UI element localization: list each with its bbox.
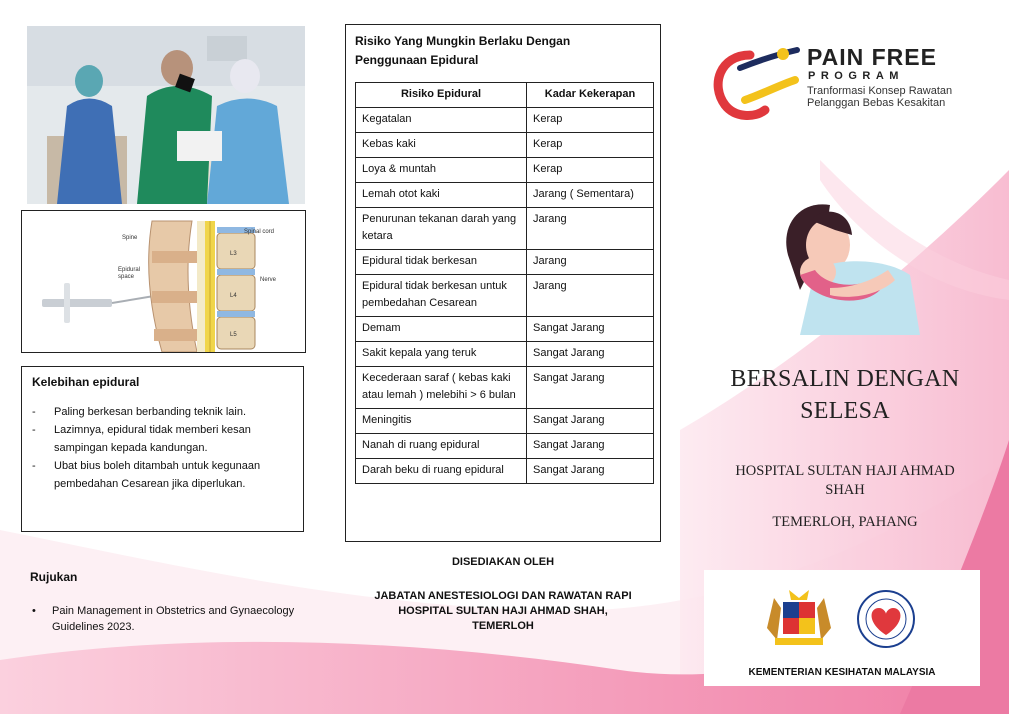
table-row (356, 250, 654, 275)
list-item: • Pain Management in Obstetrics and Gynaecology Guidelines 2023. (30, 603, 300, 635)
frequency-cell: Sangat Jarang (527, 367, 654, 409)
prepared-by-label: DISEDIAKAN OLEH (451, 556, 555, 568)
table-row (356, 275, 654, 317)
references-list (30, 603, 300, 635)
table-header-row (356, 83, 654, 108)
advantages-title: Kelebihan epidural (32, 375, 140, 389)
table-row (356, 208, 654, 250)
risk-cell: Penurunan tekanan darah yang ketara (356, 208, 527, 250)
column-header: Kadar Kekerapan (527, 83, 654, 108)
malaysia-coat-of-arms-icon (759, 588, 839, 648)
anatomy-label-l5: L5 (230, 332, 237, 338)
frequency-cell: Jarang ( Sementara) (527, 183, 654, 208)
table-row (356, 367, 654, 409)
anatomy-label-l3: L3 (230, 251, 237, 257)
logo-title: PAIN FREE (807, 44, 937, 70)
frequency-cell: Kerap (527, 133, 654, 158)
delivery-room-photo (27, 26, 305, 204)
table-row (356, 158, 654, 183)
frequency-cell: Kerap (527, 158, 654, 183)
table-row (356, 434, 654, 459)
frequency-cell: Sangat Jarang (527, 317, 654, 342)
cover-title-line: BERSALIN DENGAN (730, 366, 960, 392)
table-row (356, 133, 654, 158)
logo-tagline: Pelanggan Bebas Kesakitan (807, 97, 946, 109)
risk-cell: Kecederaan saraf ( kebas kaki atau lemah ) melebihi > 6 bulan (356, 367, 527, 409)
anatomy-label-spine: Spine (122, 235, 138, 241)
anatomy-label-epidural-space: Epidural space (118, 267, 141, 280)
risk-cell: Nanah di ruang epidural (356, 434, 527, 459)
logo-tagline: Tranformasi Konsep Rawatan (807, 85, 953, 97)
frequency-cell: Sangat Jarang (527, 342, 654, 367)
risk-table (355, 82, 654, 484)
risk-cell: Lemah otot kaki (356, 183, 527, 208)
column-header: Risiko Epidural (356, 83, 527, 108)
department-line: JABATAN ANESTESIOLOGI DAN RAWATAN RAPI (374, 590, 632, 602)
hospital-name-line: SHAH (825, 482, 865, 498)
risk-panel (345, 24, 661, 542)
kkm-seal-icon (847, 590, 925, 648)
cover-title (705, 363, 985, 427)
department-line: TEMERLOH (472, 620, 534, 632)
frequency-cell: Jarang (527, 250, 654, 275)
references-section (30, 570, 300, 635)
risk-cell: Darah beku di ruang epidural (356, 459, 527, 484)
anatomy-label-spinal-cord: Spinal cord (244, 229, 275, 235)
anatomy-label-nerve: Nerve (260, 277, 277, 283)
frequency-cell: Sangat Jarang (527, 459, 654, 484)
risk-cell: Epidural tidak berkesan untuk pembedahan Cesarean (356, 275, 527, 317)
table-row (356, 183, 654, 208)
hospital-name-line: HOSPITAL SULTAN HAJI AHMAD (735, 463, 955, 479)
epidural-anatomy-diagram (21, 210, 306, 353)
cover-title-line: SELESA (800, 398, 890, 424)
frequency-cell: Jarang (527, 208, 654, 250)
frequency-cell: Kerap (527, 108, 654, 133)
risk-cell: Kegatalan (356, 108, 527, 133)
pain-free-swoosh-icon (705, 40, 805, 120)
table-row (356, 108, 654, 133)
table-row (356, 409, 654, 434)
list-item: - Ubat bius boleh ditambah untuk kegunaan pembedahan Cesarean jika diperlukan. (32, 457, 293, 493)
mother-baby-illustration (770, 200, 940, 335)
pain-free-program-logo (705, 40, 965, 120)
risk-cell: Kebas kaki (356, 133, 527, 158)
department-line: HOSPITAL SULTAN HAJI AHMAD SHAH, (398, 605, 608, 617)
risk-cell: Loya & muntah (356, 158, 527, 183)
advantages-list (32, 403, 293, 493)
ministry-logo-box (704, 570, 980, 686)
frequency-cell: Sangat Jarang (527, 409, 654, 434)
table-row (356, 317, 654, 342)
risk-title: Risiko Yang Mungkin Berlaku Dengan Penggunaan Epidural (355, 34, 571, 67)
advantages-box (21, 366, 304, 532)
anatomy-label-l4: L4 (230, 293, 237, 299)
table-row (356, 459, 654, 484)
list-item: - Lazimnya, epidural tidak memberi kesan sampingan kepada kandungan. (32, 421, 293, 457)
list-item: - Paling berkesan berbanding teknik lain. (32, 403, 293, 421)
risk-cell: Demam (356, 317, 527, 342)
frequency-cell: Sangat Jarang (527, 434, 654, 459)
risk-cell: Sakit kepala yang teruk (356, 342, 527, 367)
risk-cell: Epidural tidak berkesan (356, 250, 527, 275)
risk-cell: Meningitis (356, 409, 527, 434)
prepared-by-section (345, 556, 661, 634)
hospital-location: TEMERLOH, PAHANG (772, 514, 918, 530)
logo-subtitle: PROGRAM (808, 70, 904, 82)
ministry-label: KEMENTERIAN KESIHATAN MALAYSIA (748, 667, 936, 678)
references-title: Rujukan (30, 570, 78, 584)
frequency-cell: Jarang (527, 275, 654, 317)
table-row (356, 342, 654, 367)
hospital-name (705, 462, 985, 500)
